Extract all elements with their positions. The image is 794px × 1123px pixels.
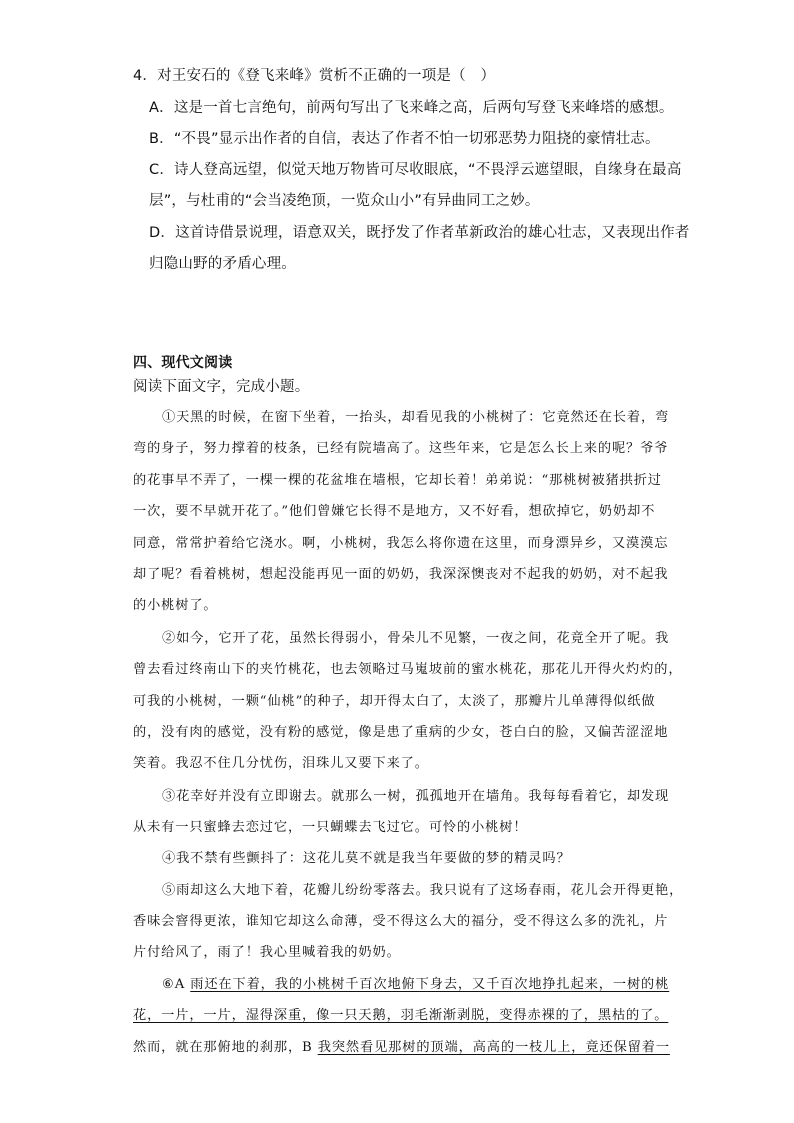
- option-c-line-2: 层”，与杜甫的“会当凌绝顶，一览众山小”有异曲同工之妙。: [149, 193, 540, 209]
- underlined-sentence-a-cont: 花，一片，一片，湿得深重，像一只天鹅，羽毛渐渐剥脱，变得赤裸的了，黑枯的了。: [133, 1008, 669, 1023]
- passage-p1-line: 的花事早不弄了，一棵一棵的花盆堆在墙根，它却长着！弟弟说：“那桃树被猪拱折过: [133, 473, 662, 488]
- section-instruction: 阅读下面文字，完成小题。: [133, 379, 310, 395]
- underlined-sentence-b: 我突然看见那树的顶端，高高的一枝儿上，竟还保留着一: [317, 1040, 670, 1055]
- passage-p2-line: 可我的小桃树，一颗“仙桃”的种子，却开得太白了，太淡了，那瓣片儿单薄得似纸做: [133, 694, 656, 709]
- passage-p2-line: 的，没有肉的感觉，没有粉的感觉，像是患了重病的少女，苍白白的脸，又偏苦涩涩地: [133, 725, 669, 740]
- option-a: A．这是一首七言绝句，前两句写出了飞来峰之高，后两句写登飞来峰塔的感想。: [149, 100, 674, 116]
- passage-p5-line: 片付给风了，雨了！我心里喊着我的奶奶。: [133, 945, 401, 960]
- passage-p2-line: ②如今，它开了花，虽然长得弱小，骨朵儿不见繁，一夜之间，花竟全开了呢。我: [162, 631, 670, 646]
- option-d-line-1: D．这首诗借景说理，语意双关，既抒发了作者革新政治的雄心壮志，又表现出作者: [149, 225, 690, 241]
- passage-p1-line: 弯的身子，努力撑着的枝条，已经有院墙高了。这些年来，它是怎么长上来的呢？爷爷: [133, 441, 669, 456]
- section-heading: 四、现代文阅读: [133, 355, 233, 371]
- passage-p3-line: ③花幸好并没有立即谢去。就那么一树，孤孤地开在墙角。我每每看着它，却发现: [162, 789, 670, 804]
- passage-p2-line: 曾去看过终南山下的夹竹桃花，也去领略过马嵬坡前的蜜水桃花，那花儿开得火灼灼的，: [133, 662, 683, 677]
- passage-p1-line: 的小桃树了。: [133, 598, 218, 613]
- underlined-sentence-a: 雨还在下着，我的小桃树千百次地俯下身去，又千百次地挣扎起来，一树的桃: [190, 977, 670, 992]
- passage-p6-line-2: [133, 1007, 668, 1025]
- passage-p1-line: 一次，要不早就开花了。”他们曾嫌它长得不是地方，又不好看，想砍掉它，奶奶却不: [133, 504, 656, 519]
- passage-p6-line-1: [162, 976, 669, 994]
- passage-p6-line-3: [133, 1039, 670, 1057]
- option-c-line-1: C．诗人登高远望，似觉天地万物皆可尽收眼底，“不畏浮云遮望眼，自缘身在最高: [149, 162, 682, 178]
- passage-p4-line: ④我不禁有些颤抖了：这花儿莫不就是我当年要做的梦的精灵吗？: [162, 851, 571, 866]
- passage-p5-line: ⑤雨却这么大地下着，花瓣儿纷纷零落去。我只说有了这场春雨，花儿会开得更艳，: [162, 883, 684, 898]
- option-b: B．“不畏”显示出作者的自信，表达了作者不怕一切邪恶势力阻挠的豪情壮志。: [149, 131, 660, 147]
- question-4-stem: 4．对王安石的《登飞来峰》赏析不正确的一项是（ ）: [133, 68, 496, 84]
- marker-a: ⑥A: [162, 977, 191, 992]
- option-d-line-2: 归隐山野的矛盾心理。: [149, 256, 296, 272]
- passage-p5-line: 香味会窨得更浓，谁知它却这么命薄，受不得这么大的福分，受不得这么多的洗礼，片: [133, 914, 669, 929]
- passage-p2-line: 笑着。我忍不住几分忧伤，泪珠儿又要下来了。: [133, 756, 429, 771]
- passage-p1-line: ①天黑的时候，在窗下坐着，一抬头，却看见我的小桃树了：它竟然还在长着，弯: [162, 410, 670, 425]
- passage-p1-line: 同意，常常护着给它浇水。啊，小桃树，我怎么将你遗在这里，而身漂异乡，又漠漠忘: [133, 536, 669, 551]
- passage-p3-line: 从未有一只蜜蜂去恋过它，一只蝴蝶去飞过它。可怜的小桃树！: [133, 820, 528, 835]
- marker-b-prefix: 然而，就在那俯地的刹那，B: [133, 1040, 318, 1055]
- passage-p1-line: 却了呢？看着桃树，想起没能再见一面的奶奶，我深深懊丧对不起我的奶奶，对不起我: [133, 567, 669, 582]
